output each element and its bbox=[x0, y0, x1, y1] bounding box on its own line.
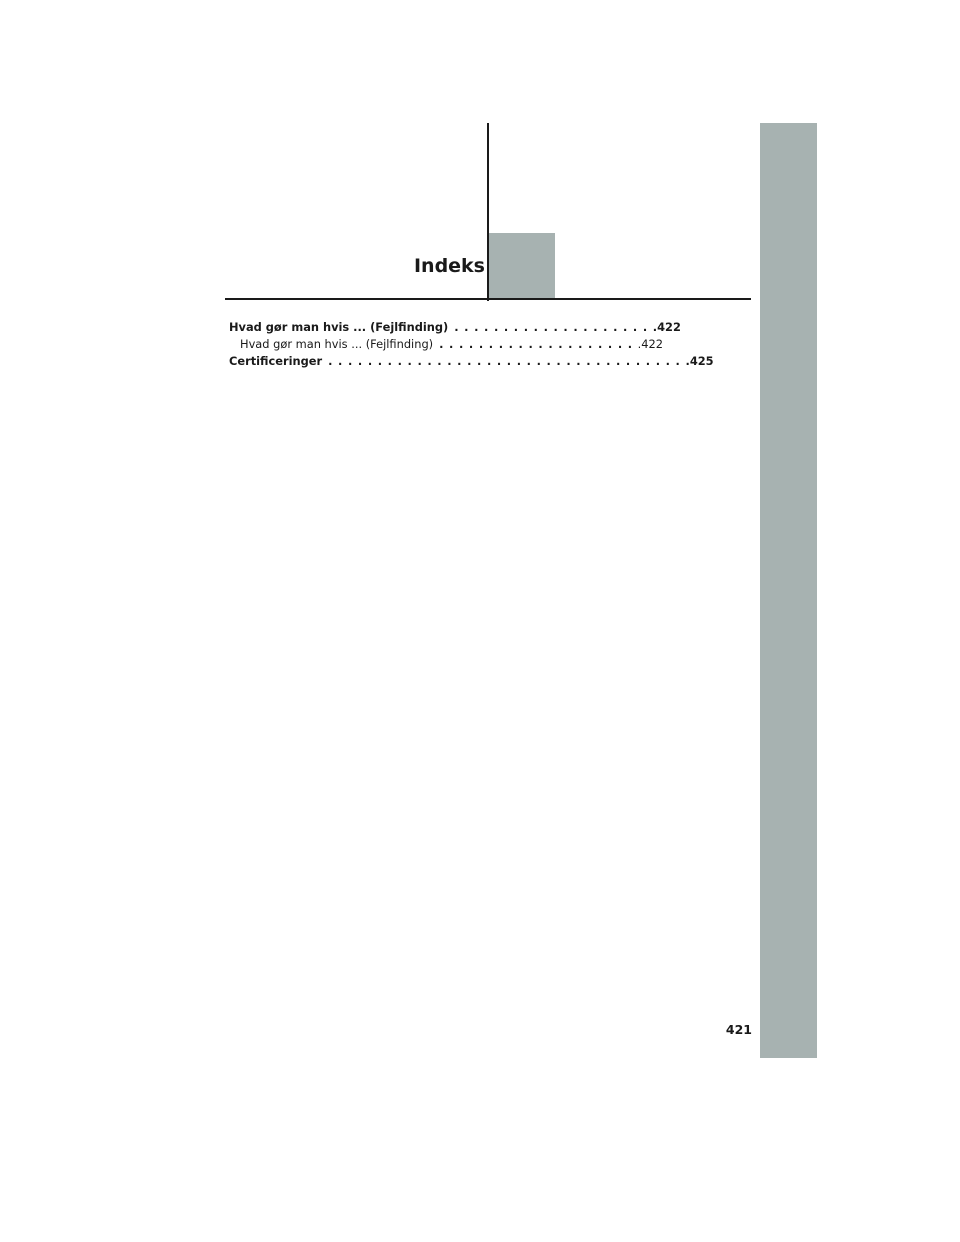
section-title: Indeks bbox=[413, 255, 485, 277]
section-marker-box bbox=[489, 233, 555, 298]
header-horizontal-rule bbox=[225, 298, 751, 300]
toc-dot-leader: .................................... bbox=[328, 354, 686, 368]
toc-entry-label: Hvad gør man hvis ... (Fejlfinding) bbox=[240, 337, 434, 351]
toc-entry-troubleshooting[interactable] bbox=[229, 319, 681, 336]
toc-dot-leader: .................... bbox=[439, 337, 638, 351]
chapter-side-tab bbox=[760, 123, 817, 1058]
toc-entry-page: .422 bbox=[637, 337, 664, 351]
page-number: 421 bbox=[725, 1022, 752, 1037]
toc-entry-page: .425 bbox=[685, 354, 714, 368]
toc-entry-label: Hvad gør man hvis ... (Fejlfinding) bbox=[229, 320, 449, 334]
toc-entry-page: .422 bbox=[652, 320, 681, 334]
toc-entry-certifications[interactable] bbox=[229, 353, 714, 370]
table-of-contents bbox=[229, 319, 714, 370]
toc-dot-leader: .................... bbox=[454, 320, 653, 334]
toc-subentry-troubleshooting[interactable] bbox=[229, 336, 664, 353]
toc-entry-label: Certificeringer bbox=[229, 354, 323, 368]
